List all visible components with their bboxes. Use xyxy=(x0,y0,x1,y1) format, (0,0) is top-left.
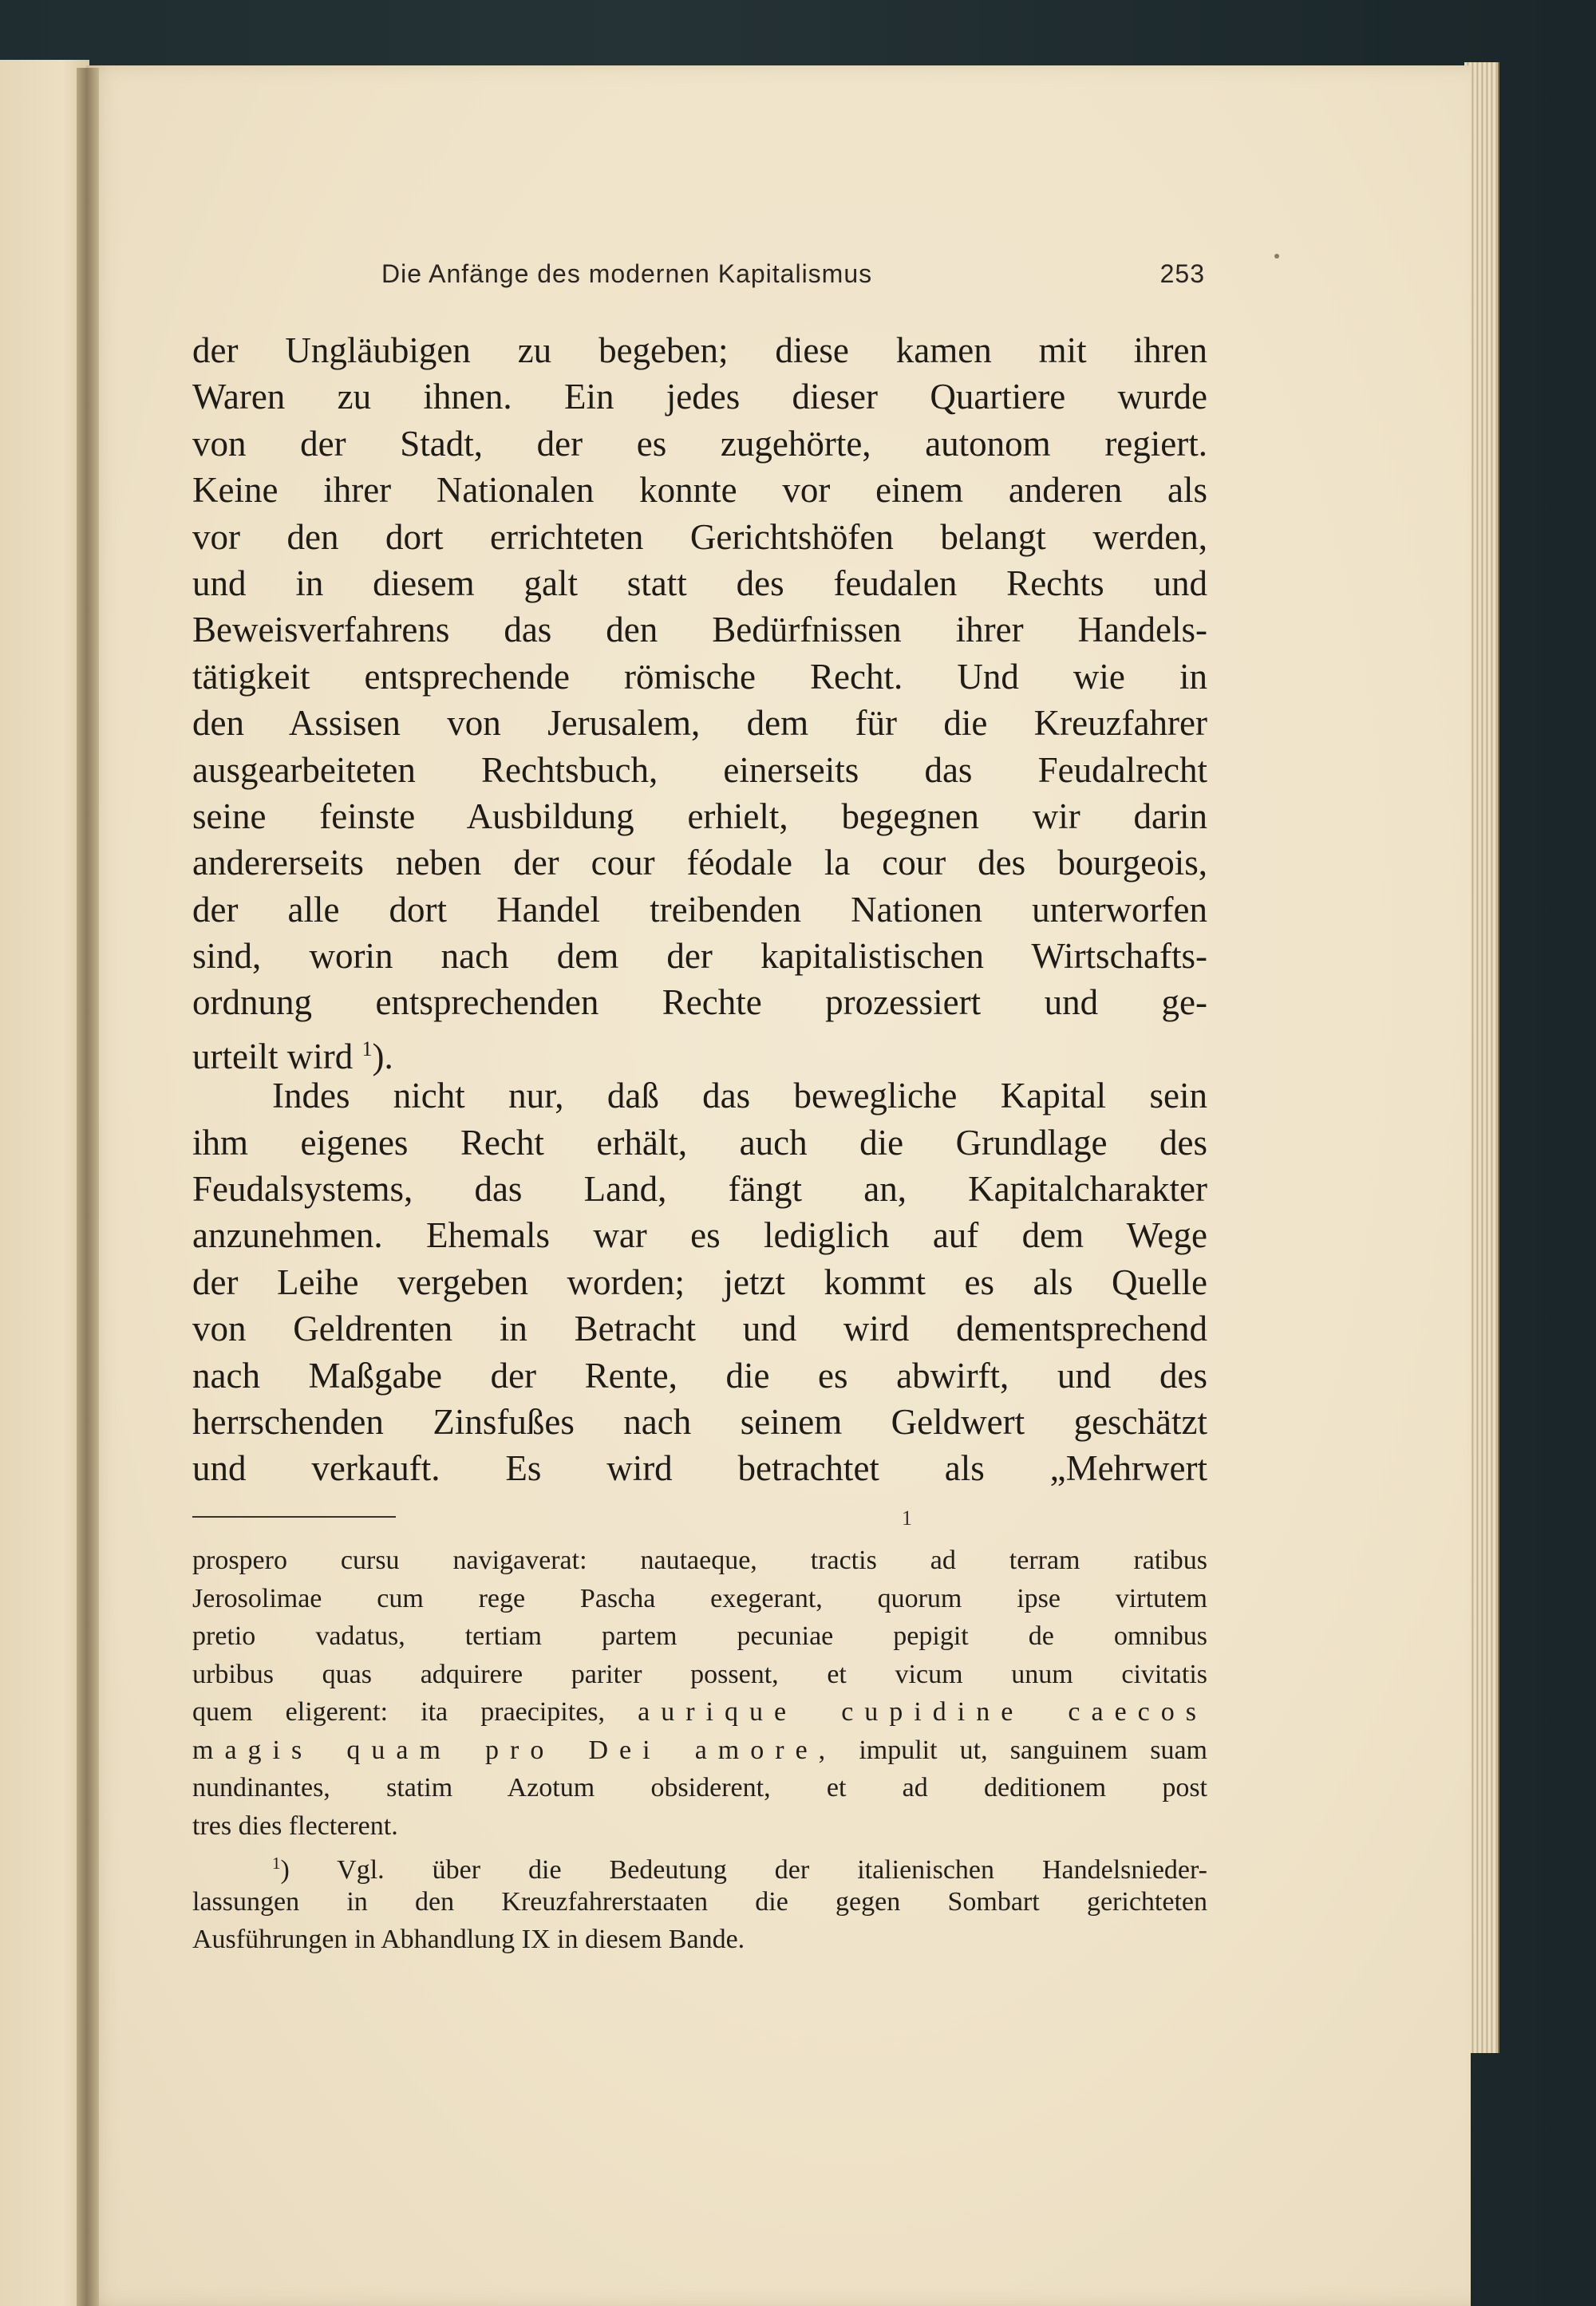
footnote-rule xyxy=(192,1516,396,1518)
footnote-line: prospero cursu navigaverat: nautaeque, tractis ad terram ratibus xyxy=(192,1546,1207,1575)
text-fragment: ) Vgl. über die Bedeutung der italienischen Handelsnieder- xyxy=(280,1855,1207,1885)
page-number: 253 xyxy=(1159,259,1205,288)
footnote-line: pretio vadatus, tertiam partem pecuniae pepigit de omnibus xyxy=(192,1621,1207,1651)
running-title: Die Anfänge des modernen Kapitalismus xyxy=(381,259,873,288)
text-line: der Leihe vergeben worden; jetzt kommt es als Quelle xyxy=(192,1262,1207,1302)
footnote-line: nundinantes, statim Azotum obsiderent, et ad deditionem post xyxy=(192,1773,1207,1803)
text-fragment: urteilt wird xyxy=(192,1036,354,1076)
text-line: der Ungläubigen zu begeben; diese kamen mit ihren xyxy=(192,330,1207,370)
text-line: Beweisverfahrens das den Bedürfnissen ihrer Handels- xyxy=(192,610,1207,650)
text-fragment: quem eligerent: ita praecipites, xyxy=(192,1697,606,1727)
text-line: vor den dort errichteten Gerichtshöfen belangt werden, xyxy=(192,516,1207,557)
text-line: und verkauft. Es wird betrachtet als „Mehrwert xyxy=(192,1448,1207,1489)
footnote-reference: 1 xyxy=(361,1037,373,1060)
text-line: anzunehmen. Ehemals war es lediglich auf dem Wege xyxy=(192,1215,1207,1256)
text-line: Waren zu ihnen. Ein jedes dieser Quartiere wurde xyxy=(192,377,1207,417)
ink-speck xyxy=(1274,254,1279,259)
text-line: seine feinste Ausbildung erhielt, begegnen wir darin xyxy=(192,796,1207,836)
book-gutter xyxy=(77,68,99,2306)
paragraph-first-line: Indes nicht nur, daß das bewegliche Kapital sein xyxy=(272,1076,1207,1116)
text-line: sind, worin nach dem der kapitalistischen Wirtschafts- xyxy=(192,936,1207,977)
main-text xyxy=(192,327,1207,1492)
text-line: tätigkeit entsprechende römische Recht. Und wie in xyxy=(192,656,1207,697)
spaced-emphasis: aurique cupidine caecos xyxy=(638,1697,1207,1727)
text-line: und in diesem galt statt des feudalen Rechts und xyxy=(192,563,1207,603)
text-line: Feudalsystems, das Land, fängt an, Kapitalcharakter xyxy=(192,1169,1207,1210)
footnote-line xyxy=(192,1731,1207,1770)
text-fragment: ). xyxy=(372,1036,393,1076)
text-line: von der Stadt, der es zugehörte, autonom regiert. xyxy=(192,423,1207,464)
text-line: ordnung entsprechenden Rechte prozessiert und ge- xyxy=(192,982,1207,1023)
text-line: Keine ihrer Nationalen konnte vor einem anderen als xyxy=(192,470,1207,511)
footnote-line xyxy=(192,1693,1207,1731)
footnote-1-first-line xyxy=(192,1845,1207,1883)
running-header xyxy=(381,259,1205,291)
footnote-line: lassungen in den Kreuzfahrerstaaten die gegen Sombart gerichteten xyxy=(192,1886,1207,1917)
text-line: ihm eigenes Recht erhält, auch die Grundlage des xyxy=(192,1122,1207,1163)
text-line: ausgearbeiteten Rechtsbuch, einerseits das Feudalrecht xyxy=(192,749,1207,790)
footnote-line: tres dies flecterent. xyxy=(192,1810,398,1841)
footnote-number: 1 xyxy=(272,1854,281,1873)
text-line: herrschenden Zinsfußes nach seinem Geldwert geschätzt xyxy=(192,1401,1207,1442)
footnote-line: Ausführungen in Abhandlung IX in diesem Bande. xyxy=(192,1925,745,1954)
text-line: andererseits neben der cour féodale la cour des bourgeois, xyxy=(192,843,1207,883)
footnote-line: Jerosolimae cum rege Pascha exegerant, quorum ipse virtutem xyxy=(192,1583,1207,1613)
footnote-continuation-marker: 1 xyxy=(902,1506,912,1530)
text-fragment: impulit ut, sanguinem suam xyxy=(859,1735,1207,1765)
text-line-paragraph-end xyxy=(192,1026,1207,1076)
footnote-line: urbibus quas adquirere pariter possent, et vicum unum civitatis xyxy=(192,1659,1207,1689)
text-line: der alle dort Handel treibenden Nationen unterworfen xyxy=(192,889,1207,930)
text-line: den Assisen von Jerusalem, dem für die Kreuzfahrer xyxy=(192,703,1207,744)
spaced-emphasis: magis quam pro Dei amore, xyxy=(192,1735,837,1765)
footnotes xyxy=(192,1542,1207,1959)
text-line: nach Maßgabe der Rente, die es abwirft, und des xyxy=(192,1355,1207,1396)
text-line: von Geldrenten in Betracht und wird dementsprechend xyxy=(192,1309,1207,1349)
